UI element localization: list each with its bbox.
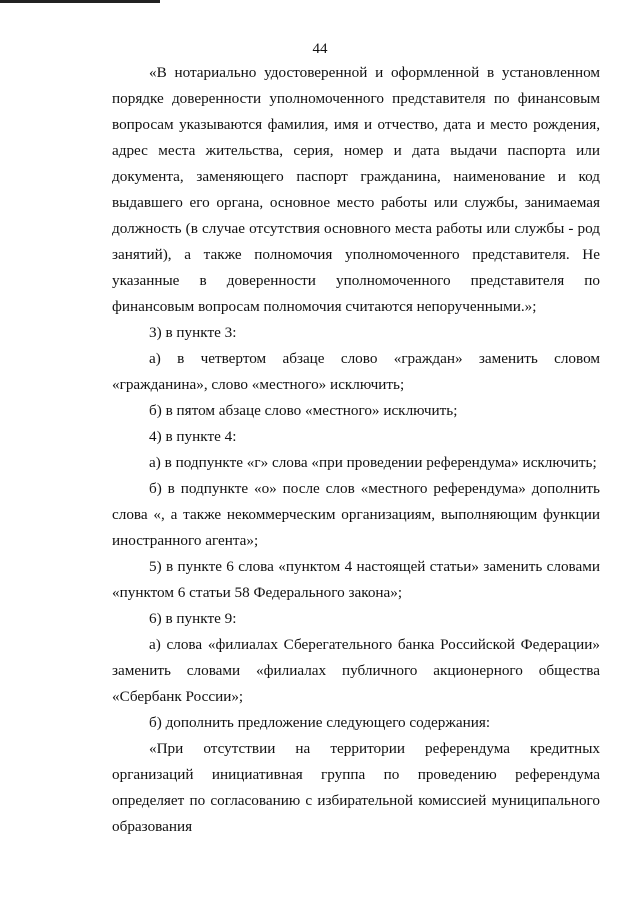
page-number: 44 — [312, 41, 328, 57]
document-body — [112, 60, 600, 840]
paragraph-item-5: 5) в пункте 6 слова «пунктом 4 настоящей статьи» заменить словами «пунктом 6 статьи 58 Федерального закона»; — [112, 558, 600, 601]
paragraph-item-6: 6) в пункте 9: — [149, 610, 237, 627]
paragraph-item-4: 4) в пункте 4: — [149, 428, 237, 445]
paragraph-item-4a: а) в подпункте «г» слова «при проведении референдума» исключить; — [149, 454, 597, 471]
paragraph-quoted-addition: «При отсутствии на территории референдума кредитных организаций инициативная группа по проведению референдума определяет по согласованию с избирательной комиссией муниципального образования — [112, 740, 600, 835]
paragraph-power-of-attorney: «В нотариально удостоверенной и оформленной в установленном порядке доверенности уполномоченного представителя по финансовым вопросам указываются фамилия, имя и отчество, дата и место рождения, адрес места жительства, серия, номер и дата выдачи паспорта или документа, заменяющего паспорт гражданина, наименование и код выдавшего его органа, основное место работы или службы, занимаемая должность (в случае отсутствия основного места работы или службы - род занятий), а также полномочия уполномоченного представителя. Не указанные в доверенности уполномоченного представителя по финансовым вопросам полномочия считаются непорученными.»; — [112, 64, 600, 315]
paragraph-item-6a: а) слова «филиалах Сберегательного банка Российской Федерации» заменить словами «филиалах публичного акционерного общества «Сбербанк России»; — [112, 636, 600, 705]
paragraph-item-3a: а) в четвертом абзаце слово «граждан» заменить словом «гражданина», слово «местного» исключить; — [112, 350, 600, 393]
paragraph-item-3: 3) в пункте 3: — [149, 324, 237, 341]
top-rule — [0, 0, 160, 3]
paragraph-item-6b: б) дополнить предложение следующего содержания: — [149, 714, 491, 731]
paragraph-item-4b: б) в подпункте «о» после слов «местного референдума» дополнить слова «, а также некоммерческим организациям, выполняющим функции иностранного агента»; — [112, 480, 600, 549]
paragraph-item-3b: б) в пятом абзаце слово «местного» исключить; — [149, 402, 458, 419]
